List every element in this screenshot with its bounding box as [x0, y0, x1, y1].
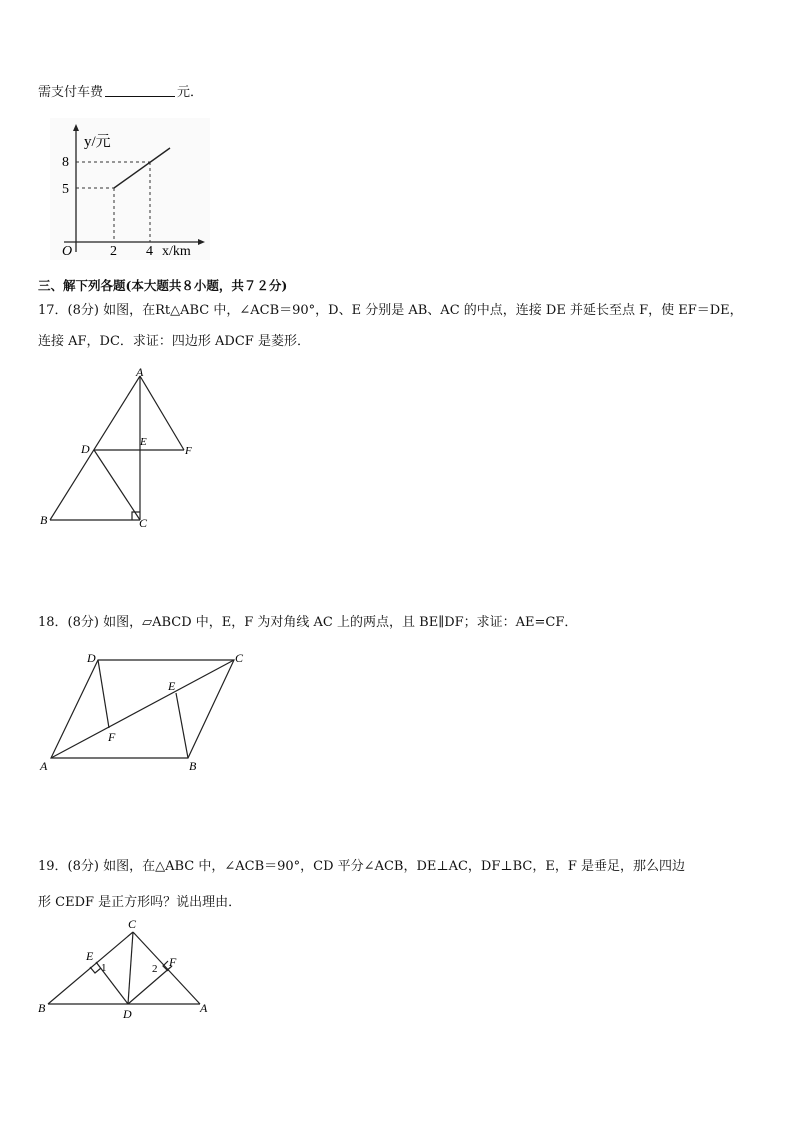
q17-label-e: E — [140, 436, 147, 448]
q18-label-c: C — [235, 651, 244, 665]
q19-label-e: E — [86, 949, 94, 963]
y-axis-label: y/元 — [84, 134, 111, 150]
q18-segment-df — [98, 660, 109, 728]
x-tick-2: 2 — [110, 244, 117, 259]
q18-line1: 18．(8分) 如图，▱ABCD 中，E，F 为对角线 AC 上的两点，且 BE∥DF；求证：AE=CF． — [38, 615, 578, 630]
q19-angle-2: 2 — [152, 963, 158, 975]
q17-label-f: F — [185, 445, 192, 457]
q17-label-d: D — [81, 442, 90, 456]
q18-figure — [36, 648, 256, 778]
y-tick-8: 8 — [62, 155, 69, 170]
q19-figure — [34, 916, 224, 1026]
q18-diagonal-ac — [51, 660, 234, 758]
fare-graph — [50, 118, 210, 260]
q18-label-f: F — [108, 730, 116, 744]
q18-label-b: B — [189, 759, 197, 773]
q17-segment-dc — [94, 450, 140, 520]
q19-segment-df — [128, 966, 172, 1004]
q19-right-angle-e — [90, 967, 101, 973]
q19-right-angle-f — [163, 961, 168, 971]
q19-side-ca — [133, 932, 200, 1004]
q19-line2: 形 CEDF 是正方形吗？说出理由． — [38, 895, 242, 910]
x-tick-4: 4 — [146, 244, 153, 259]
q16-suffix: 元． — [177, 85, 204, 100]
q19-label-c: C — [128, 917, 137, 931]
origin-label: O — [62, 244, 73, 259]
q19-label-f: F — [169, 955, 177, 969]
q17-label-c: C — [139, 516, 148, 530]
q19-label-b: B — [38, 1001, 46, 1015]
q19-segment-cd — [128, 932, 133, 1004]
q17-figure — [36, 364, 206, 534]
q16-answer-blank[interactable] — [105, 84, 175, 97]
q18-label-e: E — [168, 679, 176, 693]
q19-line1: 19．(8分) 如图，在△ABC 中，∠ACB＝90°，CD 平分∠ACB，DE⊥AC，DF⊥BC，E，F 是垂足，那么四边 — [38, 859, 685, 874]
q16-prefix: 需支付车费 — [38, 85, 104, 100]
section-title: 三、解下列各题(本大题共８小题，共７２分) — [38, 278, 288, 293]
q17-label-a: A — [136, 365, 144, 379]
q17-label-b: B — [40, 513, 48, 527]
q17-line1: 17．(8分) 如图，在Rt△ABC 中，∠ACB＝90°，D、E 分别是 AB、AC 的中点，连接 DE 并延长至点 F，使 EF＝DE， — [38, 303, 743, 318]
q18-label-a: A — [40, 759, 48, 773]
q18-segment-be — [176, 693, 188, 758]
q19-angle-1: 1 — [101, 962, 107, 974]
q19-label-d: D — [123, 1007, 132, 1021]
q19-label-a: A — [200, 1001, 208, 1015]
q16-answer-line — [38, 84, 203, 102]
x-axis-label: x/km — [162, 244, 191, 259]
q17-line2: 连接 AF，DC．求证：四边形 ADCF 是菱形． — [38, 334, 310, 349]
q18-label-d: D — [87, 651, 96, 665]
y-tick-5: 5 — [62, 182, 69, 197]
